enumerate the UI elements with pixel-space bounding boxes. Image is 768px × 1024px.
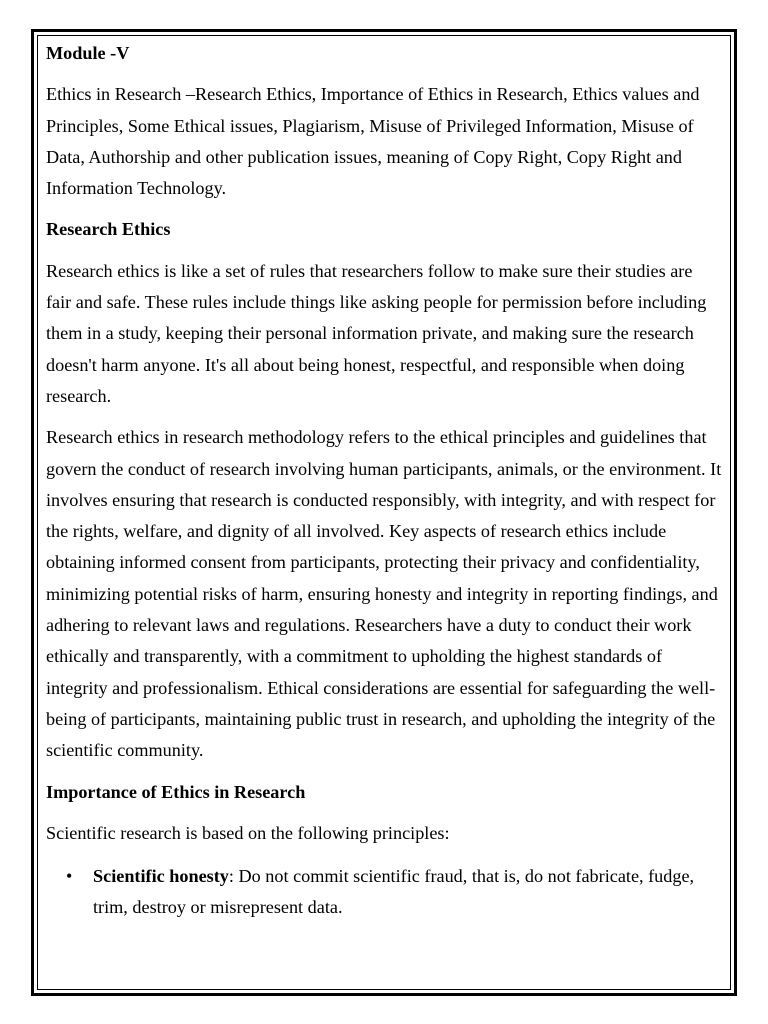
principles-list xyxy=(46,861,722,924)
list-item xyxy=(46,861,722,924)
module-summary: Ethics in Research –Research Ethics, Importance of Ethics in Research, Ethics values and Principles, Some Ethical issues, Plagiarism, Misuse of Privileged Information, Misuse of Data, Authorship and other publication issues, meaning of Copy Right, Copy Right and Information Technology. xyxy=(46,84,700,199)
bullet-icon: • xyxy=(66,866,73,887)
section-heading-research-ethics: Research Ethics xyxy=(46,219,171,240)
research-ethics-paragraph-2: Research ethics in research methodology refers to the ethical principles and guidelines that govern the conduct of research involving human participants, animals, or the environment. It involves ensuring that research is conducted responsibly, with integrity, and with respect for the rights, welfare, and dignity of all involved. Key aspects of research ethics include obtaining informed consent from participants, protecting their privacy and confidentiality, minimizing potential risks of harm, ensuring honesty and integrity in reporting findings, and adhering to relevant laws and regulations. Researchers have a duty to conduct their work ethically and transparently, with a commitment to upholding the highest standards of integrity and professionalism. Ethical considerations are essential for safeguarding the well-being of participants, maintaining public trust in research, and upholding the integrity of the scientific community. xyxy=(46,427,722,761)
document-body xyxy=(46,38,722,924)
module-title: Module -V xyxy=(46,43,130,63)
section-heading-importance: Importance of Ethics in Research xyxy=(46,781,306,802)
list-item-term: Scientific honesty xyxy=(93,866,229,887)
research-ethics-paragraph-1: Research ethics is like a set of rules that researchers follow to make sure their studies are fair and safe. These rules include things like asking people for permission before including them in a study, keeping their personal information private, and making sure the research doesn't harm anyone. It's all about being honest, respectful, and responsible when doing research. xyxy=(46,260,707,406)
list-item-text: : Do not commit scientific fraud, that is, do not fabricate, fudge, trim, destroy or misrepresent data. xyxy=(93,866,695,918)
importance-intro: Scientific research is based on the following principles: xyxy=(46,822,450,843)
